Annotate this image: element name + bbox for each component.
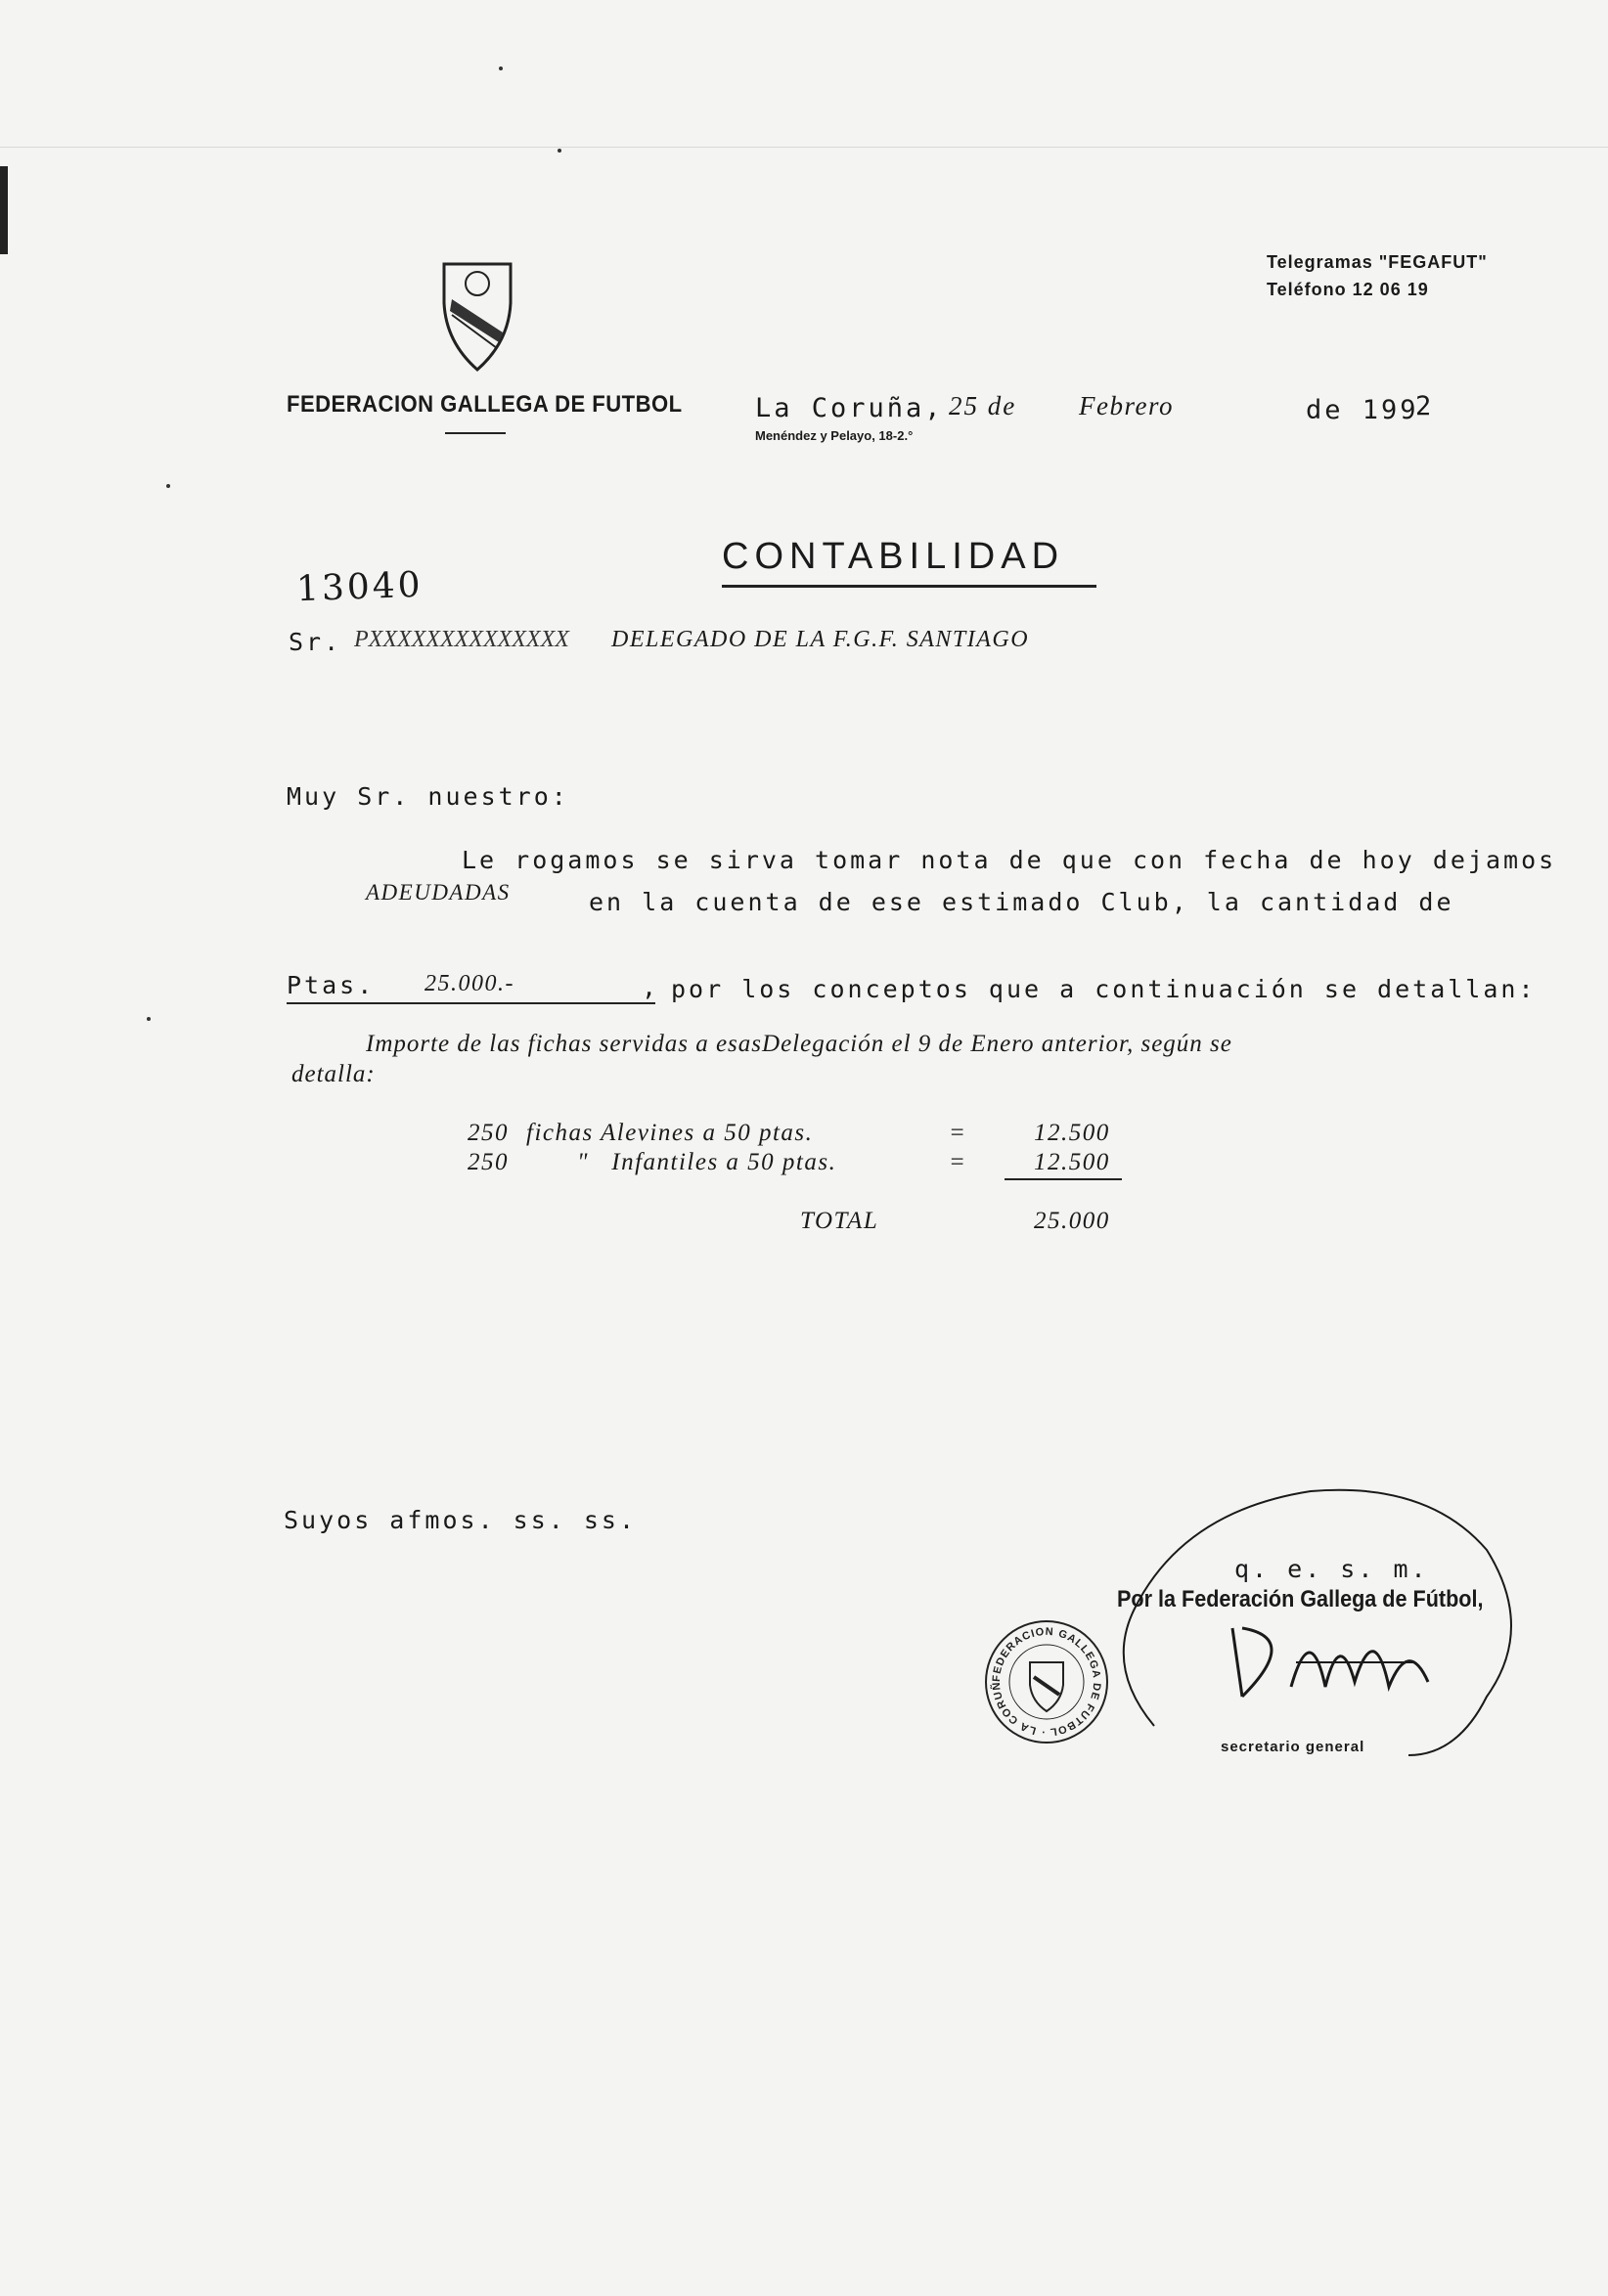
salutation: Muy Sr. nuestro:	[287, 782, 569, 811]
telefono-text: Teléfono 12 06 19	[1267, 280, 1429, 299]
federation-crest-logo	[438, 254, 516, 372]
date-year-prefix: de 199	[1306, 395, 1419, 425]
line-item-1-equals: =	[949, 1120, 967, 1146]
recipient-struck-text: PXXXXXXXXXXXXXX	[354, 627, 569, 652]
paper-fold-line	[0, 147, 1608, 148]
date-day: 25 de	[949, 391, 1017, 420]
ptas-amount: 25.000.-	[424, 971, 514, 996]
line-item-2-description: " Infantiles a 50 ptas.	[577, 1149, 837, 1175]
signatory-org: Por la Federación Gallega de Fútbol,	[1117, 1586, 1484, 1612]
body-line-3: por los conceptos que a continuación se detallan:	[671, 975, 1537, 1003]
line-item-1-description: fichas Alevines a 50 ptas.	[526, 1120, 814, 1146]
line-item-1-qty: 250	[468, 1120, 509, 1146]
detail-line-1: Importe de las fichas servidas a esasDelegación el 9 de Enero anterior, según se	[366, 1031, 1232, 1057]
telegramas-text: Telegramas "FEGAFUT"	[1267, 252, 1488, 272]
svg-text:FEDERACION GALLEGA DE FUTBOL ·	[983, 1618, 1102, 1738]
body-line-2: en la cuenta de ese estimado Club, la cantidad de	[589, 888, 1454, 916]
subtotal-underline	[1005, 1178, 1122, 1180]
department-title: CONTABILIDAD	[722, 536, 1065, 577]
status-adeudadas: ADEUDADAS	[366, 880, 511, 905]
farewell-text: Suyos afmos. ss. ss.	[284, 1506, 638, 1534]
line-item-2-qty: 250	[468, 1149, 509, 1175]
line-item-2-amount: 12.500	[1034, 1149, 1110, 1175]
total-label: TOTAL	[800, 1208, 879, 1234]
ptas-label: Ptas.	[287, 971, 376, 999]
ptas-comma: ,	[642, 973, 660, 1001]
name-underline	[445, 432, 506, 434]
date-month: Febrero	[1079, 391, 1174, 420]
total-amount: 25.000	[1034, 1208, 1110, 1234]
federation-round-stamp	[983, 1618, 1110, 1745]
handwritten-signature	[1095, 1472, 1526, 1765]
address-text: Menéndez y Pelayo, 18-2.°	[755, 428, 914, 443]
signatory-title: secretario general	[1221, 1739, 1365, 1755]
qesm-text: q. e. s. m.	[1234, 1555, 1429, 1583]
paper-speck	[499, 66, 503, 70]
body-line-1: Le rogamos se sirva tomar nota de que con fecha de hoy dejamos	[462, 846, 1557, 874]
stamp-text: FEDERACION GALLEGA DE FUTBOL · LA CORUÑ	[990, 1625, 1103, 1739]
ptas-underline	[287, 1002, 655, 1004]
paper-speck	[558, 149, 561, 153]
paper-edge-mark	[0, 166, 8, 254]
recipient-name: DELEGADO DE LA F.G.F. SANTIAGO	[611, 627, 1030, 652]
reference-number: 13040	[295, 564, 424, 610]
detail-line-2: detalla:	[291, 1061, 376, 1087]
date-year-digit: 2	[1415, 391, 1432, 421]
recipient-prefix: Sr.	[289, 628, 342, 656]
department-underline	[722, 585, 1096, 588]
line-item-2-equals: =	[949, 1149, 967, 1175]
line-item-1-amount: 12.500	[1034, 1120, 1110, 1146]
paper-speck	[166, 484, 170, 488]
paper-speck	[147, 1017, 151, 1021]
federation-name: FEDERACION GALLEGA DE FUTBOL	[287, 391, 683, 418]
city-text: La Coruña,	[755, 393, 944, 423]
